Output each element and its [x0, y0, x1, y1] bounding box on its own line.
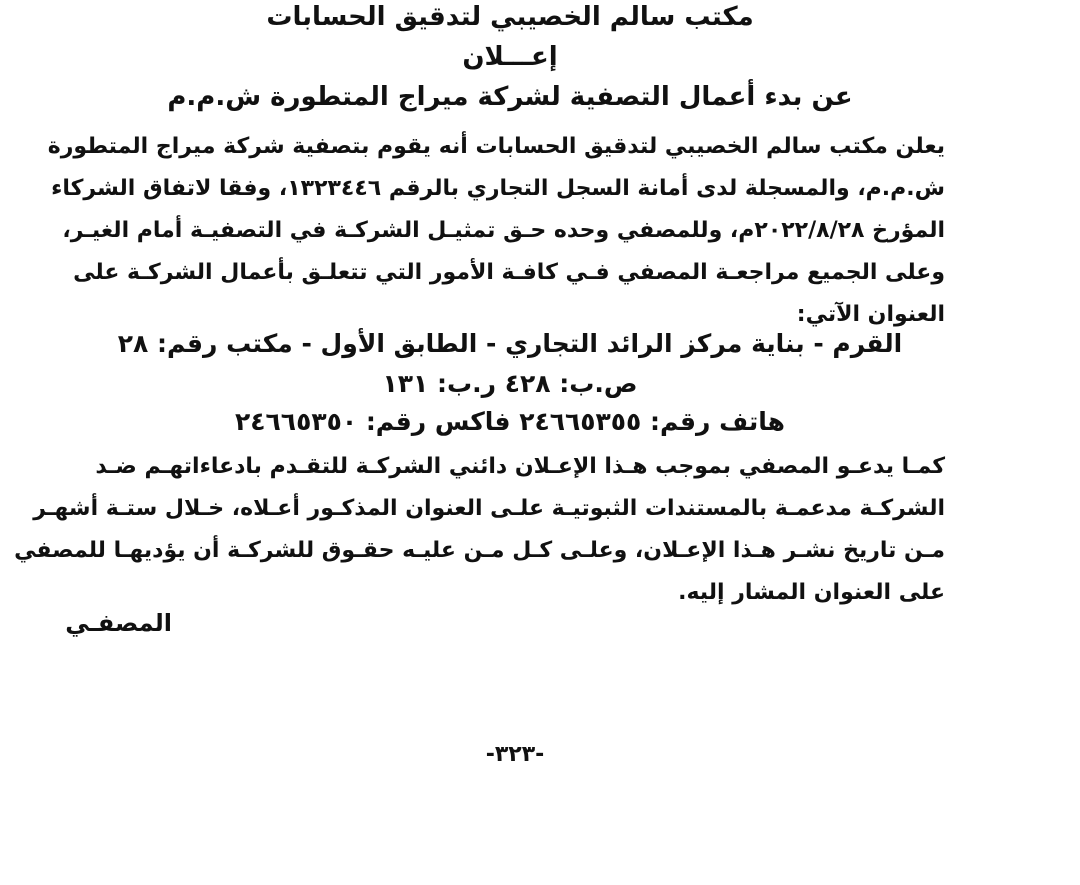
address-line: القرم - بناية مركز الرائد التجاري - الطابق الأول - مكتب رقم: ٢٨ [117, 329, 903, 358]
paragraph-line: المؤرخ ٢٠٢٢/٨/٢٨م، وللمصفي وحده حـق تمثيـل الشركـة في التصفيـة أمام الغيـر، [62, 218, 945, 243]
notice-label-heading: إعـــلان [462, 42, 558, 72]
notice-subject-heading: عن بدء أعمال التصفية لشركة ميراج المتطورة ش.م.م [167, 82, 853, 112]
paragraph-line: الشركـة مدعمـة بالمستندات الثبوتيـة علـى العنوان المذكـور أعـلاه، خـلال ستـة أشهـر [33, 496, 945, 521]
announcement-paragraph [47, 126, 945, 336]
paragraph-line: يعلن مكتب سالم الخصيبي لتدقيق الحسابات أنه يقوم بتصفية شركة ميراج المتطورة [47, 134, 945, 159]
po-box-line: ص.ب: ٤٢٨ ر.ب: ١٣١ [382, 369, 638, 398]
page-number: -٣٢٣- [485, 742, 545, 767]
office-name-heading: مكتب سالم الخصيبي لتدقيق الحسابات [266, 2, 754, 32]
paragraph-line: وعلى الجميع مراجعـة المصفي فـي كافـة الأمور التي تتعلـق بأعمال الشركـة على [73, 260, 945, 285]
creditors-paragraph [14, 446, 945, 614]
paragraph-line: مـن تاريخ نشـر هـذا الإعـلان، وعلـى كـل مـن عليـه حقـوق للشركـة أن يؤديهـا للمصفي [14, 538, 945, 563]
liquidator-signature: المصفـي [65, 609, 172, 637]
paragraph-line: كمـا يدعـو المصفي بموجب هـذا الإعـلان دائني الشركـة للتقـدم بادعاءاتهـم ضـد [95, 454, 945, 479]
paragraph-line: ش.م.م، والمسجلة لدى أمانة السجل التجاري بالرقم ١٣٢٣٤٤٦، وفقا لاتفاق الشركاء [51, 176, 945, 201]
paragraph-line: العنوان الآتي: [796, 302, 945, 327]
phone-fax-line: هاتف رقم: ٢٤٦٦٥٣٥٥ فاكس رقم: ٢٤٦٦٥٣٥٠ [235, 407, 785, 436]
paragraph-line: على العنوان المشار إليه. [678, 580, 945, 605]
